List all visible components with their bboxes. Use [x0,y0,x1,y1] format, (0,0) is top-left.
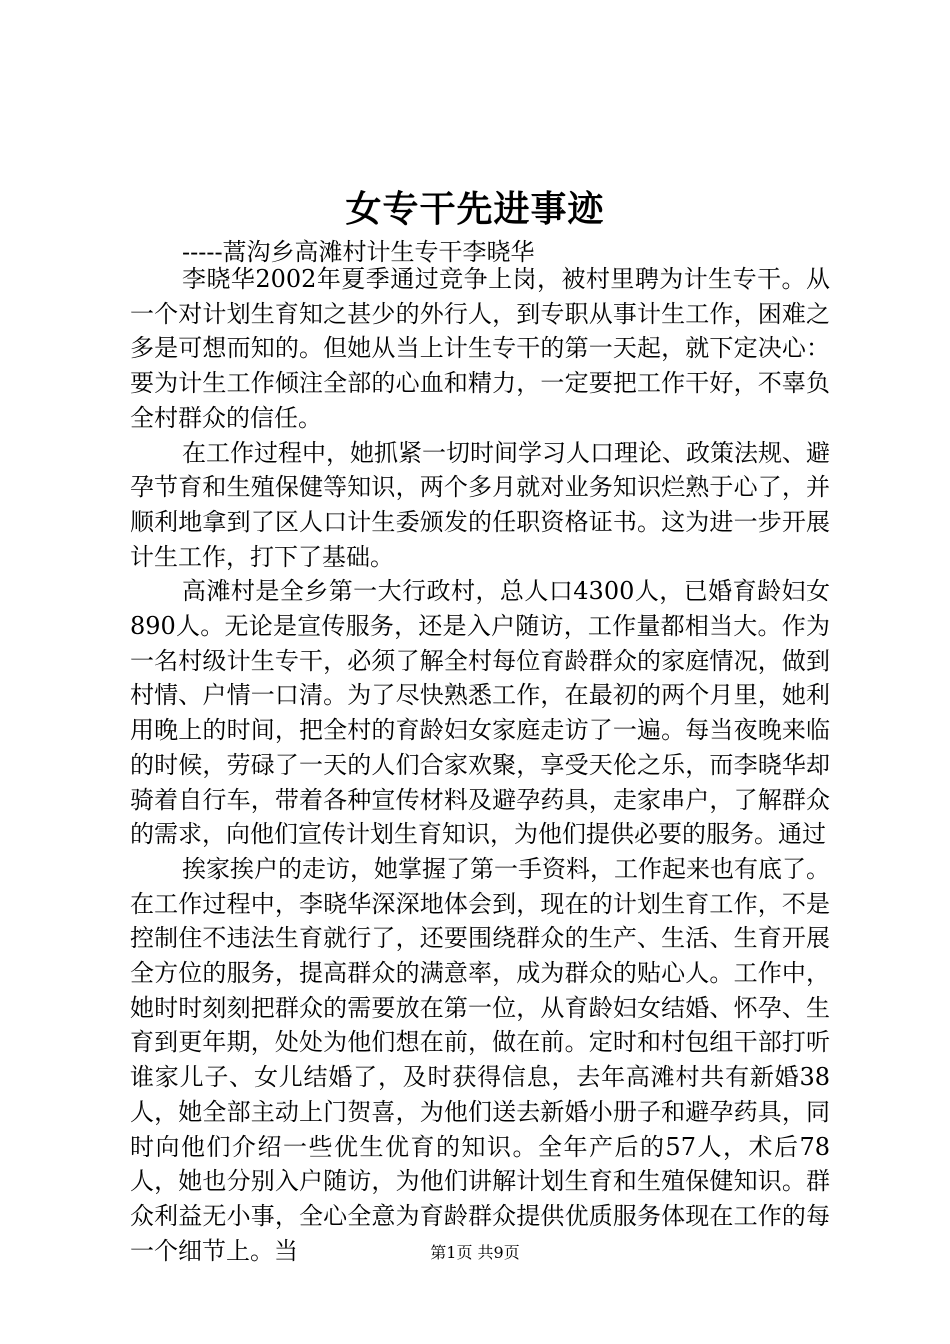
document-subtitle: -----蒿沟乡高滩村计生专干李晓华 [182,238,535,266]
document-body [130,262,830,1268]
paragraph: 挨家挨户的走访，她掌握了第一手资料，工作起来也有底了。在工作过程中，李晓华深深地体会到，现在的计划生育工作，不是控制住不违法生育就行了，还要围绕群众的生产、生活、生育开展全方位的服务，提高群众的满意率，成为群众的贴心人。工作中，她时时刻刻把群众的需要放在第一位，从育龄妇女结婚、怀孕、生育到更年期，处处为他们想在前，做在前。定时和村包组干部打听谁家儿子、女儿结婚了，及时获得信息，去年高滩村共有新婚38人，她全部主动上门贺喜，为他们送去新婚小册子和避孕药具，同时向他们介绍一些优生优育的知识。全年产后的57人，术后78人，她也分别入户随访，为他们讲解计划生育和生殖保健知识。群众利益无小事，全心全意为育龄群众提供优质服务体现在工作的每一个细节上。当 [130,854,830,1265]
paragraph: 高滩村是全乡第一大行政村，总人口4300人，已婚育龄妇女890人。无论是宣传服务，还是入户随访，工作量都相当大。作为一名村级计生专干，必须了解全村每位育龄群众的家庭情况，做到村情、户情一口清。为了尽快熟悉工作，在最初的两个月里，她利用晚上的时间，把全村的育龄妇女家庭走访了一遍。每当夜晚来临的时候，劳碌了一天的人们合家欢聚，享受天伦之乐，而李晓华却骑着自行车，带着各种宣传材料及避孕药具，走家串户，了解群众的需求，向他们宣传计划生育知识，为他们提供必要的服务。通过 [130,577,830,849]
paragraph: 李晓华2002年夏季通过竞争上岗，被村里聘为计生专干。从一个对计划生育知之甚少的外行人，到专职从事计生工作，困难之多是可想而知的。但她从当上计生专干的第一天起，就下定决心：要为计生工作倾注全部的心血和精力，一定要把工作干好，不辜负全村群众的信任。 [130,265,830,432]
page-footer: 第1页 共9页 [430,1243,520,1262]
document-title: 女专干先进事迹 [345,188,605,230]
paragraph: 在工作过程中，她抓紧一切时间学习人口理论、政策法规、避孕节育和生殖保健等知识，两个多月就对业务知识烂熟于心了，并顺利地拿到了区人口计生委颁发的任职资格证书。这为进一步开展计生工作，打下了基础。 [130,438,830,571]
